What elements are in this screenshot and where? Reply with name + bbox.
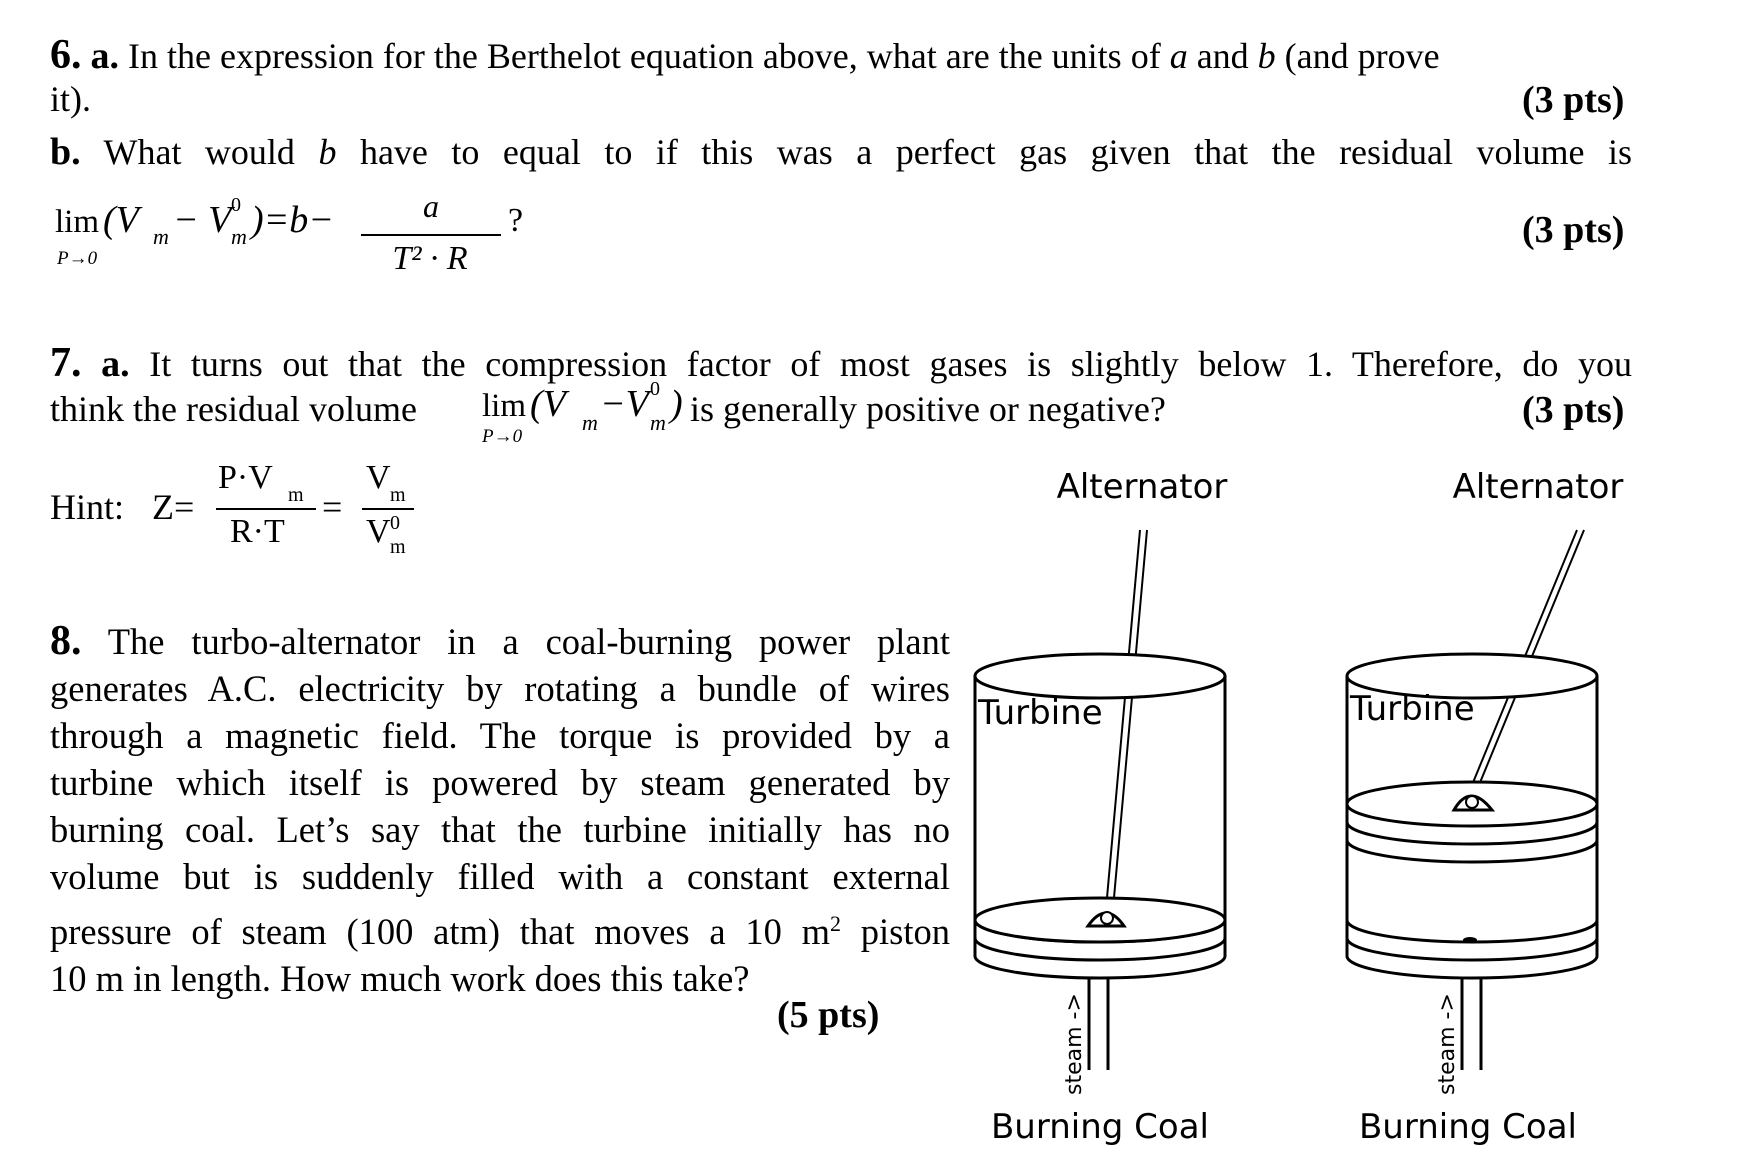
- fraction-bar: [361, 234, 501, 236]
- q8-line: through a magnetic field. The torque is provided by a: [50, 715, 950, 756]
- superscript-2: 2: [829, 911, 841, 936]
- expr-sub-m: m: [582, 410, 598, 435]
- right-alternator-label: Alternator: [1452, 467, 1624, 507]
- expr-sub-m2: m: [650, 410, 666, 435]
- expr-vm: (V: [530, 383, 566, 425]
- var-b-2: b: [318, 132, 337, 172]
- q6a-line2: it).: [50, 79, 91, 119]
- hint-den2-sup: 0: [390, 512, 400, 534]
- q8-points: (5 pts): [777, 994, 880, 1036]
- lim-symbol: lim: [55, 204, 100, 240]
- hint-formula: [50, 459, 430, 572]
- q8-line: generates A.C. electricity by rotating a bundle of wires: [50, 668, 950, 709]
- turbine-diagram: [960, 460, 1750, 1150]
- q8-line: volume but is suddenly filled with a constant external: [50, 856, 950, 897]
- hint-den1: R·T: [230, 513, 285, 550]
- q8-line-text: The turbo-alternator in a coal-burning power plant: [107, 621, 951, 662]
- formula-vm: (V: [103, 199, 139, 241]
- q6b-line1: [50, 130, 1632, 176]
- q8-line: [50, 618, 950, 665]
- q6a-points: (3 pts): [1522, 79, 1625, 121]
- q6-number: 6.: [50, 32, 82, 78]
- lim-subscript: P→0: [57, 248, 98, 269]
- formula-close: )=b−: [251, 199, 334, 241]
- hint-bar2: [362, 508, 414, 510]
- lim-symbol-2: lim: [482, 388, 527, 424]
- expr-close: ): [670, 383, 683, 425]
- right-coal-label: Burning Coal: [1358, 1107, 1578, 1147]
- left-turbine-label: Turbine: [978, 693, 1103, 733]
- formula-question: ?: [508, 202, 524, 239]
- q6a-text: In the expression for the Berthelot equation above, what are the units of: [128, 36, 1161, 76]
- hint-z: Z=: [152, 487, 195, 527]
- q7-points: (3 pts): [1522, 389, 1625, 431]
- left-alternator-label: Alternator: [1056, 467, 1228, 507]
- and-word: and: [1196, 36, 1249, 76]
- expr-minus-v: −V: [600, 383, 649, 425]
- q8-line: [50, 900, 950, 955]
- q7-number: 7.: [50, 340, 82, 386]
- q8-line-text: pressure of steam (100 atm) that moves a 10 m: [50, 911, 830, 953]
- formula-sub-m2: m: [231, 224, 247, 249]
- q6b-text-cont: have to equal to if this was a perfect gas given that the residual volume is: [359, 132, 1633, 172]
- hint-eq: =: [322, 487, 343, 527]
- formula-sup-zero: 0: [231, 194, 241, 216]
- q6a-label: a.: [90, 35, 119, 77]
- left-steam-label: steam ->: [1062, 993, 1087, 1095]
- residual-volume-formula: [55, 188, 524, 290]
- formula-minus-v: − V: [173, 199, 232, 241]
- q6b-points: (3 pts): [1522, 209, 1625, 251]
- hint-num1: P·V: [218, 459, 273, 496]
- right-turbine: [1347, 467, 1623, 1147]
- right-steam-label: steam ->: [1435, 993, 1460, 1095]
- q8-line: 10 m in length. How much work does this take?: [50, 958, 750, 1000]
- left-cylinder-top: [975, 654, 1225, 698]
- var-b: b: [1257, 36, 1276, 76]
- q8-line: turbine which itself is powered by steam generated by: [50, 762, 950, 803]
- hint-label: Hint:: [50, 487, 125, 527]
- q6a-text-cont: (and prove: [1284, 36, 1440, 76]
- hint-den2: V: [366, 513, 391, 550]
- hint-num1-sub: m: [288, 484, 304, 506]
- q8-number: 8.: [50, 618, 82, 664]
- q7-line1: [50, 338, 1632, 388]
- hint-bar1: [216, 508, 316, 510]
- q7a-label: a.: [101, 343, 130, 385]
- q7-text: It turns out that the compression factor of most gases is slightly below 1. Therefore, do you: [149, 344, 1632, 384]
- right-inlet-dot: [1463, 937, 1477, 943]
- formula-sub-m: m: [153, 224, 169, 249]
- hint-den2-sub: m: [390, 536, 406, 558]
- left-shaft: [1105, 530, 1140, 920]
- q6a-line1: [50, 30, 1440, 80]
- hint-num2: V: [366, 459, 391, 496]
- left-turbine: [975, 467, 1227, 1147]
- q7-line2-end: is generally positive or negative?: [690, 389, 1166, 429]
- fraction-numerator: a: [423, 188, 439, 224]
- q6b-text: What would: [103, 132, 295, 172]
- q8-paragraph: [50, 618, 950, 1002]
- left-coal-label: Burning Coal: [990, 1107, 1210, 1147]
- q6b-label: b.: [50, 131, 81, 173]
- right-turbine-label: Turbine: [1350, 689, 1475, 729]
- lim-subscript-2: P→0: [482, 426, 523, 447]
- q8-line: burning coal. Let’s say that the turbine initially has no: [50, 809, 950, 850]
- fraction-denominator: T² · R: [392, 240, 468, 277]
- residual-volume-expression: [482, 378, 692, 454]
- expr-sup-zero: 0: [650, 378, 660, 400]
- var-a: a: [1169, 36, 1188, 76]
- q7-line2-start: think the residual volume: [50, 389, 417, 429]
- hint-num2-sub: m: [390, 484, 406, 506]
- piston-word: piston: [840, 911, 950, 953]
